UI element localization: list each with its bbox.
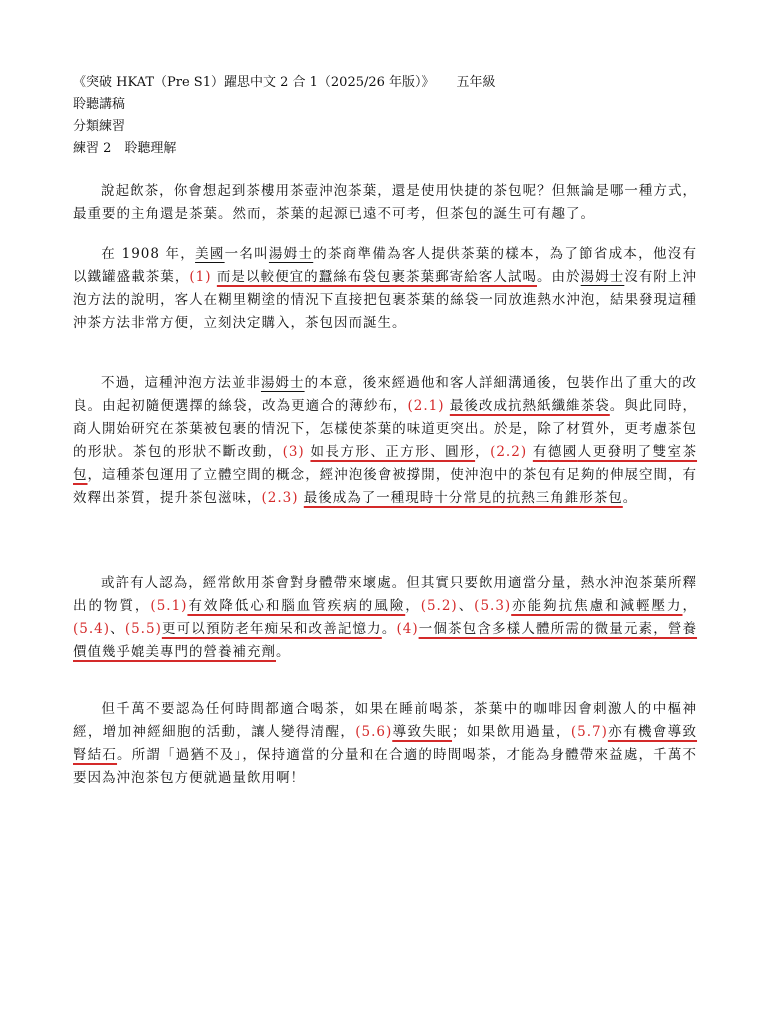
paragraph-5 — [73, 698, 697, 790]
answer-marker-1: (1) — [189, 269, 217, 285]
answer-marker-5-2: (5.2) — [420, 598, 458, 614]
text-run: ，這種茶包運用了立體空間的概念，經沖泡後會被撐開，使沖泡中的茶包有足夠的伸展空間，有效釋出茶質，提升茶包滋味， — [73, 467, 698, 506]
answer-5-3: 亦能夠抗焦慮和減輕壓力 — [511, 598, 683, 614]
answer-marker-3: (3) — [282, 444, 311, 460]
header-exercise-label: 練習 2 聆聽理解 — [73, 141, 177, 156]
text-run: 。與此同時，商人開始研究在茶葉被包裹的情況下，怎樣使茶葉的味道更突出。於是，除了材質外，更考慮茶包的形狀。茶包的形狀不斷改動， — [73, 398, 698, 460]
text-run: 但千萬不要認為任何時間都適合喝茶，如果在睡前喝茶，茶葉中的咖啡因會刺激人的中樞神經，增加神經細胞的活動，讓人變得清醒， — [73, 701, 697, 740]
answer-2-1: 最後改成抗熱紙纖維茶袋 — [449, 398, 610, 414]
answer-marker-5-3: (5.3) — [474, 598, 512, 614]
answer-2-2: 有 — [532, 444, 548, 460]
text-run: ， — [475, 444, 491, 460]
answer-3: 如長方形、正方形、圓形 — [310, 444, 476, 460]
answer-marker-2-3: (2.3) — [261, 490, 304, 506]
proper-noun-germany: 德國 — [547, 444, 578, 460]
answer-1: 而是以較便宜的蠶絲布袋包裹茶葉郵寄給客人試喝 — [216, 269, 537, 285]
text-run: ， — [682, 598, 697, 614]
text-run: 。由於 — [537, 269, 581, 285]
answer-marker-4: (4) — [396, 621, 419, 637]
book-title: 《突破 HKAT（Pre S1）躍思中文 2 合 1（2025/26 年版）》 — [73, 75, 435, 90]
text-run: ；如果飲用過量， — [452, 724, 571, 740]
paragraph-3 — [73, 372, 697, 510]
answer-marker-2-2: (2.2) — [490, 444, 533, 460]
answer-5-5: 更可以預防老年痴呆和改善記憶力 — [161, 621, 382, 637]
proper-noun-thomas: 湯姆士 — [268, 246, 314, 262]
header-transcript-label: 聆聽講稿 — [73, 97, 126, 112]
answer-4: 一個茶包含多樣人體所需的微量元素，營養價值幾乎媲美專門的營養補充劑 — [73, 621, 698, 660]
text-run: 。 — [381, 621, 397, 637]
paragraph-1-text: 說起飲茶，你會想起到茶樓用茶壺沖泡茶葉，還是使用快捷的茶包呢？但無論是哪一種方式，最重要的主角還是茶葉。然而，茶葉的起源已遠不可考，但茶包的誕生可有趣了。 — [73, 183, 697, 222]
paragraph-4 — [73, 572, 697, 664]
text-run: 。 — [622, 490, 638, 506]
answer-marker-5-5: (5.5) — [124, 621, 162, 637]
text-run: 沒有附上沖泡方法的說明，客人在糊里糊塗的情況下直接把包裹茶葉的絲袋一同放進熱水沖泡，結果發現這種沖茶方法非常方便，立刻決定購入，茶包因而誕生。 — [73, 269, 698, 331]
text-run: 的茶商準備為客人提供茶葉的樣本，為了節省成本，他沒有以鐵罐盛載茶葉， — [73, 246, 697, 285]
text-run: 。所謂「過猶不及」，保持適當的分量和在合適的時間喝茶，才能為身體帶來益處，千萬不要因為沖泡茶包方便就過量飲用啊！ — [73, 747, 698, 786]
answer-5-6: 導致失眠 — [392, 724, 453, 740]
header-book-line — [73, 74, 496, 91]
answer-marker-5-6: (5.6) — [355, 724, 393, 740]
proper-noun-thomas: 湯姆士 — [260, 375, 305, 391]
text-run: 或許有人認為，經常飲用茶會對身體帶來壞處。但其實只要飲用適當分量，熱水沖泡茶葉所釋出的物質， — [73, 575, 697, 614]
proper-noun-usa: 美國 — [195, 246, 225, 262]
header-category-label: 分類練習 — [73, 119, 126, 134]
text-run: 不過，這種沖泡方法並非 — [101, 375, 261, 391]
text-run: ， — [405, 598, 421, 614]
grade-label: 五年級 — [456, 75, 496, 90]
answer-2-2: 人更發明了雙室茶包 — [73, 444, 698, 483]
text-run: 在 1908 年， — [101, 246, 196, 262]
text-run: 的本意，後來經過他和客人詳細溝通後，包裝作出了重大的改良。由起初隨便選擇的絲袋，改為更適合的薄紗布， — [73, 375, 698, 414]
text-run: 一名叫 — [224, 246, 269, 262]
answer-marker-5-4: (5.4) — [73, 621, 111, 637]
text-run: 。 — [276, 644, 291, 660]
answer-marker-5-7: (5.7) — [570, 724, 608, 740]
text-run: 、 — [457, 598, 475, 614]
text-run: 、 — [110, 621, 125, 637]
answer-marker-2-1: (2.1) — [407, 398, 450, 414]
answer-5-7: 亦有機會導致腎結石 — [73, 724, 698, 763]
proper-noun-thomas: 湯姆士 — [580, 269, 625, 285]
paragraph-1 — [73, 180, 697, 226]
answer-5-1: 有效降低心和腦血管疾病的風險 — [187, 598, 406, 614]
answer-2-3: 最後成為了一種現時十分常見的抗熱三角錐形茶包 — [303, 490, 623, 506]
paragraph-2 — [73, 243, 697, 335]
answer-marker-5-1: (5.1) — [150, 598, 188, 614]
